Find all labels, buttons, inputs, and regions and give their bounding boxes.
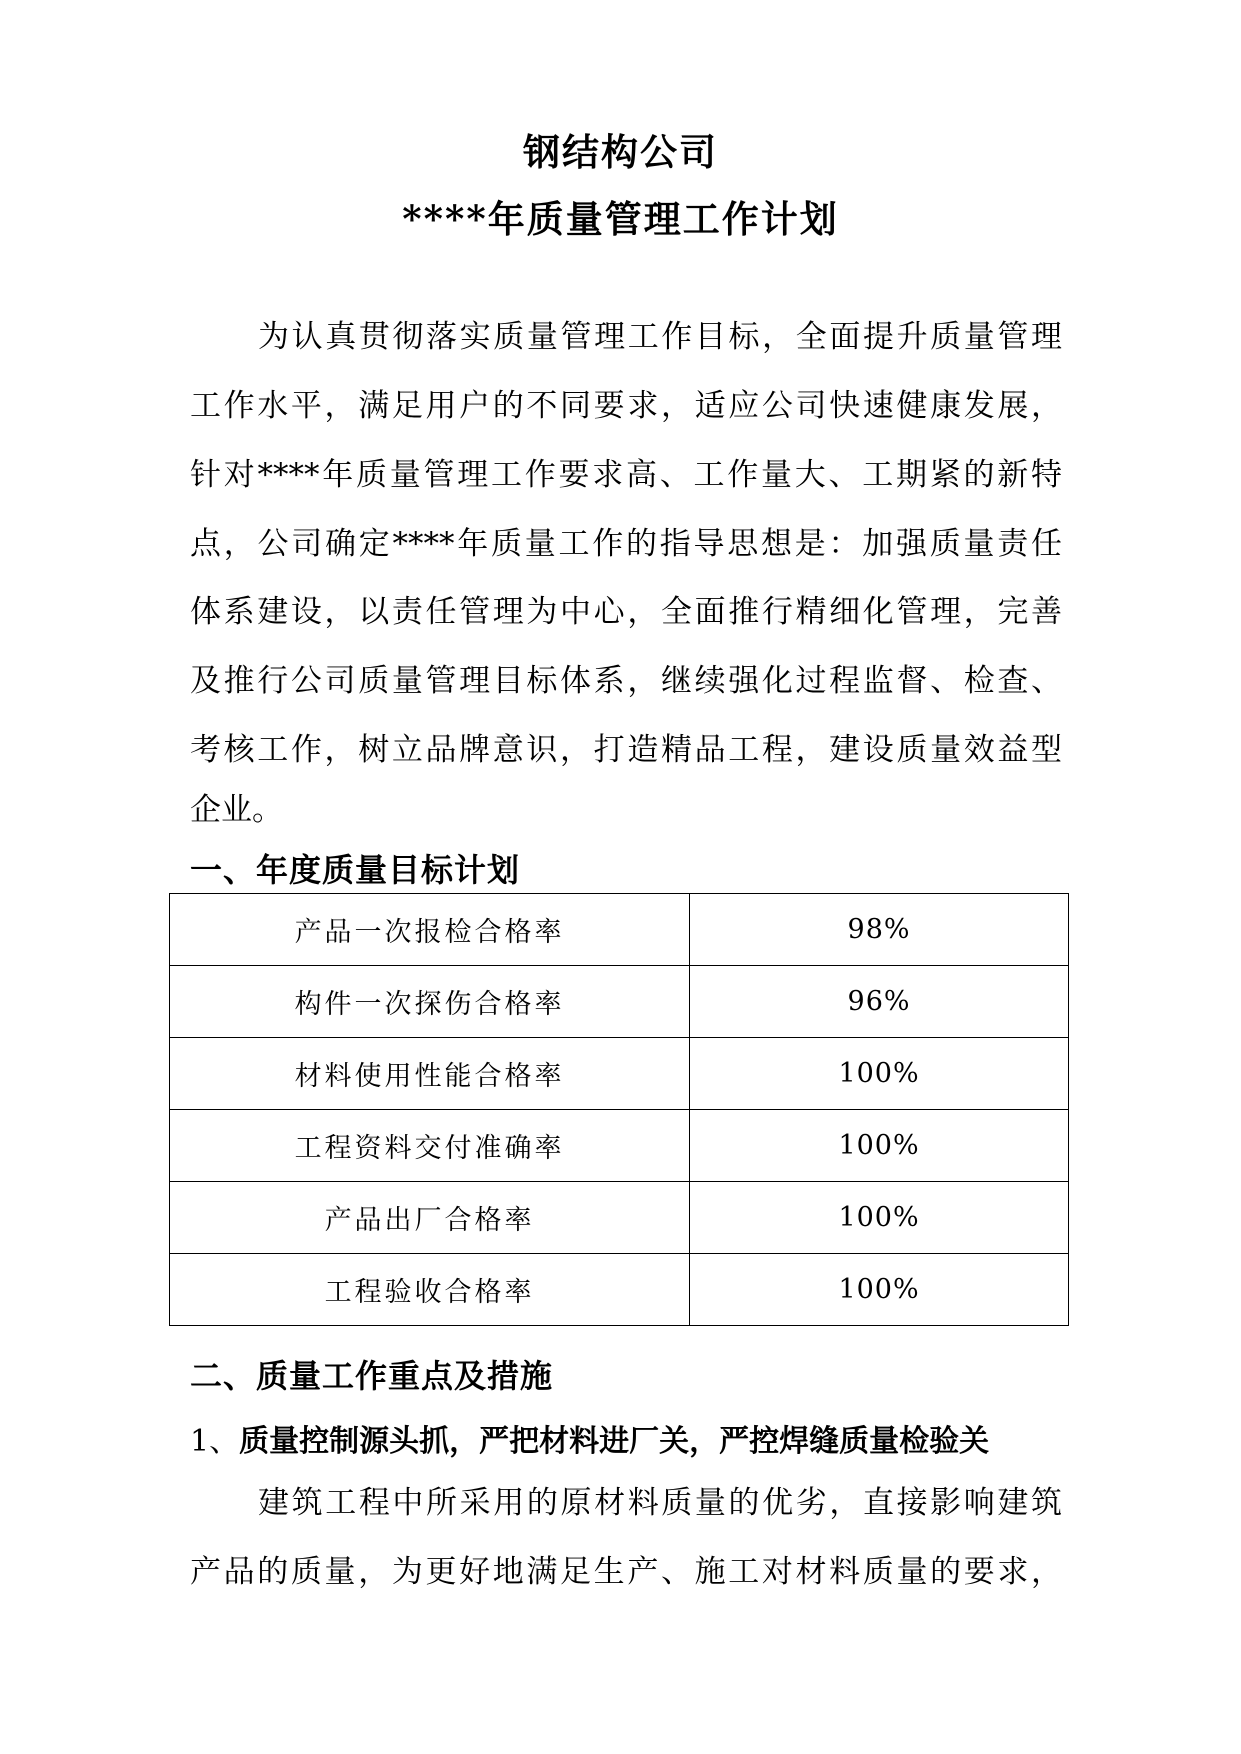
intro-line: 工作水平，满足用户的不同要求，适应公司快速健康发展， xyxy=(190,388,1062,424)
plan-title: ****年质量管理工作计划 xyxy=(402,197,839,241)
intro-line: 点，公司确定****年质量工作的指导思想是：加强质量责任 xyxy=(190,526,1062,562)
intro-line: 企业。 xyxy=(190,792,283,828)
table-row xyxy=(170,1038,1069,1110)
target-label: 构件一次探伤合格率 xyxy=(170,966,690,1038)
table-row xyxy=(170,894,1069,966)
section1-heading: 一、年度质量目标计划 xyxy=(190,851,521,889)
target-value: 100% xyxy=(690,1182,1069,1254)
item1-title: 质量控制源头抓，严把材料进厂关，严控焊缝质量检验关 xyxy=(239,1424,990,1459)
target-label: 产品出厂合格率 xyxy=(170,1182,690,1254)
intro-line: 及推行公司质量管理目标体系，继续强化过程监督、检查、 xyxy=(190,663,1062,699)
table-row xyxy=(170,1182,1069,1254)
table-row xyxy=(170,966,1069,1038)
item1-number: 1、 xyxy=(190,1424,240,1459)
body-line: 建筑工程中所采用的原材料质量的优劣，直接影响建筑 xyxy=(258,1485,1062,1521)
target-value: 100% xyxy=(690,1110,1069,1182)
body-line: 产品的质量，为更好地满足生产、施工对材料质量的要求， xyxy=(190,1554,1062,1590)
quality-target-table xyxy=(169,893,1069,1326)
item1-heading xyxy=(190,1416,989,1460)
target-value: 100% xyxy=(690,1038,1069,1110)
target-label: 工程资料交付准确率 xyxy=(170,1110,690,1182)
target-label: 材料使用性能合格率 xyxy=(170,1038,690,1110)
intro-line: 针对****年质量管理工作要求高、工作量大、工期紧的新特 xyxy=(190,457,1062,493)
table-row xyxy=(170,1254,1069,1326)
target-value: 98% xyxy=(690,894,1069,966)
company-title: 钢结构公司 xyxy=(523,130,718,174)
intro-line: 为认真贯彻落实质量管理工作目标，全面提升质量管理 xyxy=(258,319,1062,355)
table-row xyxy=(170,1110,1069,1182)
intro-line: 体系建设，以责任管理为中心，全面推行精细化管理，完善 xyxy=(190,594,1062,630)
target-value: 100% xyxy=(690,1254,1069,1326)
intro-line: 考核工作，树立品牌意识，打造精品工程，建设质量效益型 xyxy=(190,732,1062,768)
section2-heading: 二、质量工作重点及措施 xyxy=(190,1357,554,1395)
target-label: 产品一次报检合格率 xyxy=(170,894,690,966)
target-value: 96% xyxy=(690,966,1069,1038)
target-label: 工程验收合格率 xyxy=(170,1254,690,1326)
